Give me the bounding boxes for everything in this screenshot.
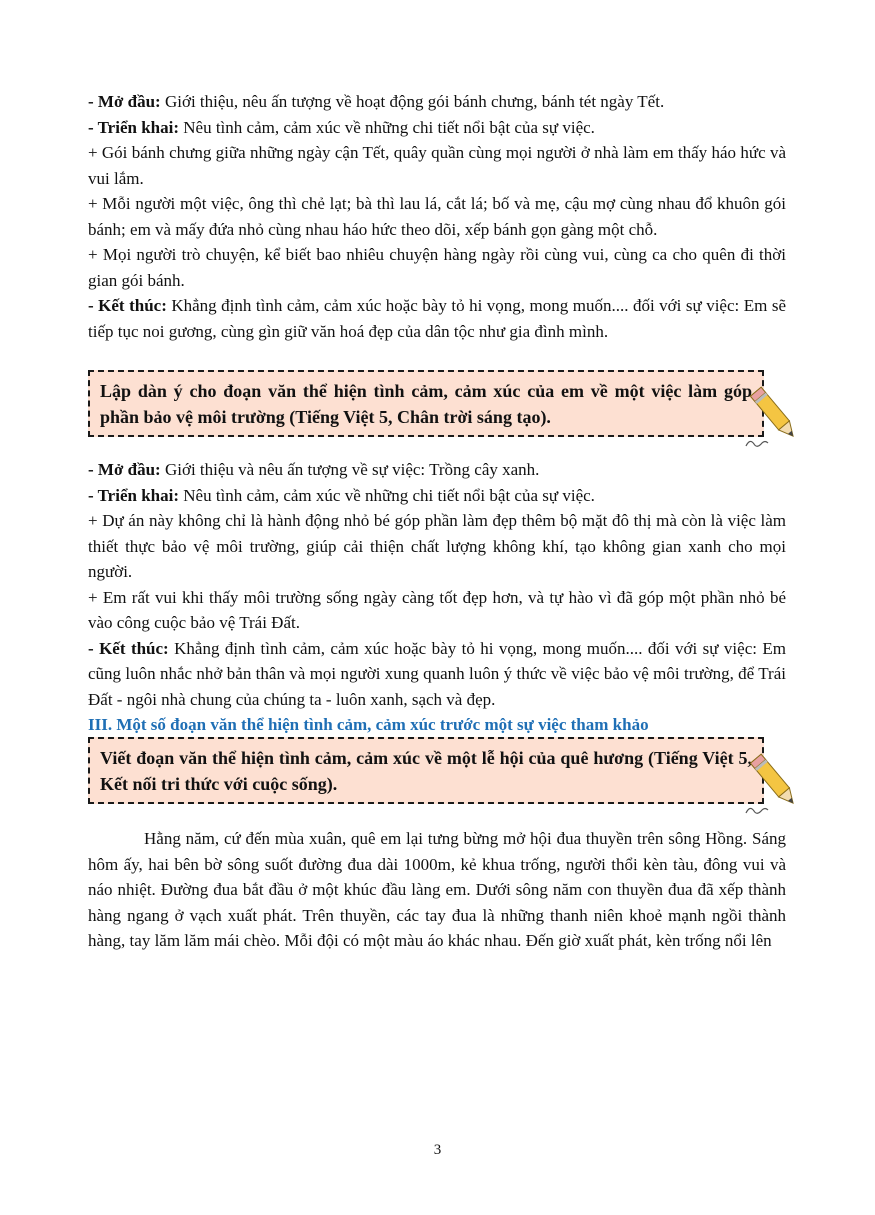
- s1-mo-dau: [88, 89, 786, 115]
- s1-bullet-3: + Mọi người trò chuyện, kể biết bao nhiêu chuyện hàng ngày rồi cùng vui, cùng ca cho quên đi thời gian gói bánh.: [88, 245, 786, 290]
- s2-bullet-2: + Em rất vui khi thấy môi trường sống ngày càng tốt đẹp hơn, và tự hào vì đã góp một phần nhỏ bé vào công cuộc bảo vệ Trái Đất.: [88, 587, 786, 632]
- s2-trien-khai-label: - Triển khai:: [88, 485, 179, 505]
- pencil-icon: [742, 382, 812, 452]
- essay-paragraph: Hằng năm, cứ đến mùa xuân, quê em lại tưng bừng mở hội đua thuyền trên sông Hồng. Sáng hôm ấy, hai bên bờ sông suốt đường đua dài 1000m, kẻ khua trống, người thổi kèn tàu, đông vui và náo nhiệt. Đường đua bắt đầu ở một khúc đầu làng em. Dưới sông năm con thuyền đua đã xếp thành hàng ngang ở vạch xuất phát. Trên thuyền, các tay đua là những thanh niên khoẻ mạnh ngồi thành hàng, tay lăm lăm mái chèo. Mỗi đội có một màu áo khác nhau. Đến giờ xuất phát, kèn trống nổi lên: [88, 829, 786, 950]
- page-number: 3: [433, 1142, 442, 1158]
- s2-trien-khai: [88, 483, 786, 509]
- s1-ket-thuc-text: Khẳng định tình cảm, cảm xúc hoặc bày tỏ hi vọng, mong muốn.... đối với sự việc: Em sẽ tiếp tục noi gương, cùng gìn giữ văn hoá đẹp của dân tộc như gia đình mình.: [88, 296, 786, 341]
- callout-box-1: Lập dàn ý cho đoạn văn thể hiện tình cảm, cảm xúc của em về một việc làm góp phần bảo vệ môi trường (Tiếng Việt 5, Chân trời sáng tạo).: [88, 370, 764, 437]
- s1-trien-khai-label: - Triển khai:: [88, 117, 179, 137]
- callout-1-wrapper: [88, 370, 786, 437]
- s2-ket-thuc: [88, 636, 786, 713]
- s2-ket-thuc-label: - Kết thúc:: [88, 638, 169, 658]
- spacer: [88, 344, 786, 370]
- s1-ket-thuc: [88, 293, 786, 344]
- s1-bullet-1: + Gói bánh chưng giữa những ngày cận Tết, quây quần cùng mọi người ở nhà làm em thấy háo hức và vui lắm.: [88, 143, 786, 188]
- s1-trien-khai: [88, 115, 786, 141]
- s1-bullet-2: + Mỗi người một việc, ông thì chẻ lạt; bà thì lau lá, cắt lá; bố và mẹ, cậu mợ cùng nhau đổ khuôn gói bánh; em và mấy đứa nhỏ cùng nhau háo hức theo dõi, xếp bánh gọn gàng một chỗ.: [88, 194, 786, 239]
- spacer: [88, 804, 786, 826]
- s2-mo-dau-label: - Mở đầu:: [88, 460, 161, 479]
- s2-mo-dau-text: Giới thiệu và nêu ấn tượng về sự việc: Trồng cây xanh.: [160, 460, 540, 479]
- s1-trien-khai-text: Nêu tình cảm, cảm xúc về những chi tiết nổi bật của sự việc.: [179, 117, 595, 137]
- document-page: [88, 89, 786, 954]
- s2-mo-dau: [88, 457, 786, 483]
- section-heading-3: III. Một số đoạn văn thể hiện tình cảm, cảm xúc trước một sự việc tham khảo: [88, 715, 649, 734]
- s1-mo-dau-label: - Mở đầu:: [88, 92, 161, 111]
- callout-2-wrapper: [88, 737, 786, 804]
- s2-trien-khai-text: Nêu tình cảm, cảm xúc về những chi tiết nổi bật của sự việc.: [179, 485, 595, 505]
- s2-bullet-1: + Dự án này không chỉ là hành động nhỏ bé góp phần làm đẹp thêm bộ mặt đô thị mà còn là việc làm thiết thực bảo vệ môi trường, giúp cải thiện chất lượng không khí, tạo không gian xanh cho mọi người.: [88, 511, 786, 581]
- spacer: [88, 437, 786, 457]
- s1-mo-dau-text: Giới thiệu, nêu ấn tượng về hoạt động gói bánh chưng, bánh tét ngày Tết.: [160, 92, 665, 111]
- s2-ket-thuc-text: Khẳng định tình cảm, cảm xúc hoặc bày tỏ hi vọng, mong muốn.... đối với sự việc: Em cũng luôn nhắc nhở bản thân và mọi người xung quanh luôn ý thức về việc bảo vệ môi trường, để Trái Đất - ngôi nhà chung của chúng ta - luôn xanh, sạch và đẹp.: [88, 638, 787, 709]
- pencil-icon: [742, 749, 812, 819]
- s1-ket-thuc-label: - Kết thúc:: [88, 296, 167, 315]
- callout-box-2: Viết đoạn văn thể hiện tình cảm, cảm xúc về một lễ hội của quê hương (Tiếng Việt 5, Kết nối tri thức với cuộc sống).: [88, 737, 764, 804]
